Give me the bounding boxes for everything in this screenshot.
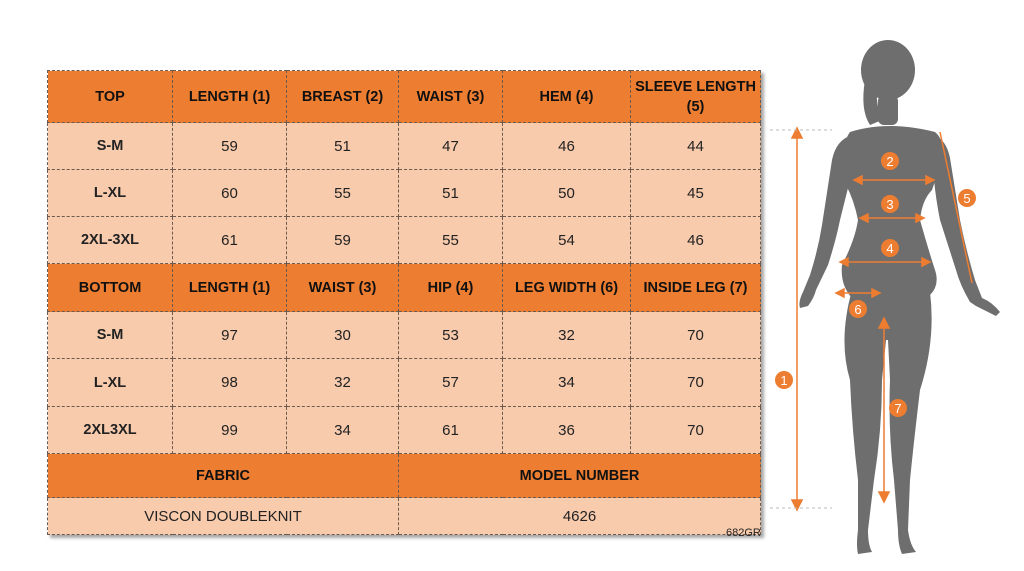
cell-value: 50 [503, 170, 631, 217]
cell-value: 60 [173, 170, 287, 217]
cell-value: 45 [631, 170, 761, 217]
header-hip: HIP (4) [399, 264, 503, 312]
marker-5 [958, 189, 976, 207]
svg-text:7: 7 [894, 401, 902, 416]
svg-text:2: 2 [886, 154, 894, 169]
table-row [48, 217, 761, 264]
table-row [48, 123, 761, 170]
header-top: TOP [48, 71, 173, 123]
header-inside-leg: INSIDE LEG (7) [631, 264, 761, 312]
cell-value: 57 [399, 359, 503, 407]
cell-value: 34 [503, 359, 631, 407]
size-label: L-XL [48, 359, 173, 407]
header-bottom: BOTTOM [48, 264, 173, 312]
svg-text:3: 3 [886, 197, 894, 212]
marker-3 [881, 195, 899, 213]
cell-value: 98 [173, 359, 287, 407]
cell-value: 59 [287, 217, 399, 264]
marker-7 [889, 399, 907, 417]
cell-value: 47 [399, 123, 503, 170]
cell-value: 36 [503, 407, 631, 454]
model-number-header: MODEL NUMBER [399, 454, 761, 498]
size-chart-table [47, 70, 761, 535]
cell-value: 51 [287, 123, 399, 170]
cell-value: 46 [503, 123, 631, 170]
product-code: 682GR [726, 527, 761, 539]
header-length: LENGTH (1) [173, 71, 287, 123]
cell-value: 55 [399, 217, 503, 264]
cell-value: 32 [287, 359, 399, 407]
cell-value: 51 [399, 170, 503, 217]
cell-value: 44 [631, 123, 761, 170]
size-label: S-M [48, 312, 173, 359]
cell-value: 53 [399, 312, 503, 359]
size-label: L-XL [48, 170, 173, 217]
body-measurement-figure [770, 40, 1020, 560]
cell-value: 32 [503, 312, 631, 359]
header-leg-width: LEG WIDTH (6) [503, 264, 631, 312]
cell-value: 70 [631, 407, 761, 454]
table-row [48, 407, 761, 454]
cell-value: 97 [173, 312, 287, 359]
header-hem: HEM (4) [503, 71, 631, 123]
marker-4 [881, 239, 899, 257]
svg-text:6: 6 [854, 302, 862, 317]
size-label: 2XL-3XL [48, 217, 173, 264]
model-number-value: 4626 [399, 498, 761, 535]
cell-value: 34 [287, 407, 399, 454]
marker-2 [881, 152, 899, 170]
fabric-model-header-row [48, 454, 761, 498]
header-sleeve-length: SLEEVE LENGTH (5) [631, 71, 761, 123]
cell-value: 70 [631, 312, 761, 359]
cell-value: 61 [399, 407, 503, 454]
cell-value: 70 [631, 359, 761, 407]
cell-value: 99 [173, 407, 287, 454]
marker-1 [775, 371, 793, 389]
cell-value: 61 [173, 217, 287, 264]
marker-6 [849, 300, 867, 318]
top-header-row [48, 71, 761, 123]
fabric-header: FABRIC [48, 454, 399, 498]
size-label: 2XL3XL [48, 407, 173, 454]
fabric-value: VISCON DOUBLEKNIT [48, 498, 399, 535]
cell-value: 59 [173, 123, 287, 170]
svg-text:1: 1 [780, 373, 788, 388]
header-waist: WAIST (3) [287, 264, 399, 312]
bottom-header-row [48, 264, 761, 312]
header-waist: WAIST (3) [399, 71, 503, 123]
table-row [48, 170, 761, 217]
cell-value: 46 [631, 217, 761, 264]
table-row [48, 312, 761, 359]
size-label: S-M [48, 123, 173, 170]
header-breast: BREAST (2) [287, 71, 399, 123]
fabric-model-value-row [48, 498, 761, 535]
svg-text:4: 4 [886, 241, 894, 256]
header-length: LENGTH (1) [173, 264, 287, 312]
cell-value: 55 [287, 170, 399, 217]
svg-text:5: 5 [963, 191, 971, 206]
body-silhouette [799, 40, 1000, 554]
table-row [48, 359, 761, 407]
cell-value: 30 [287, 312, 399, 359]
cell-value: 54 [503, 217, 631, 264]
